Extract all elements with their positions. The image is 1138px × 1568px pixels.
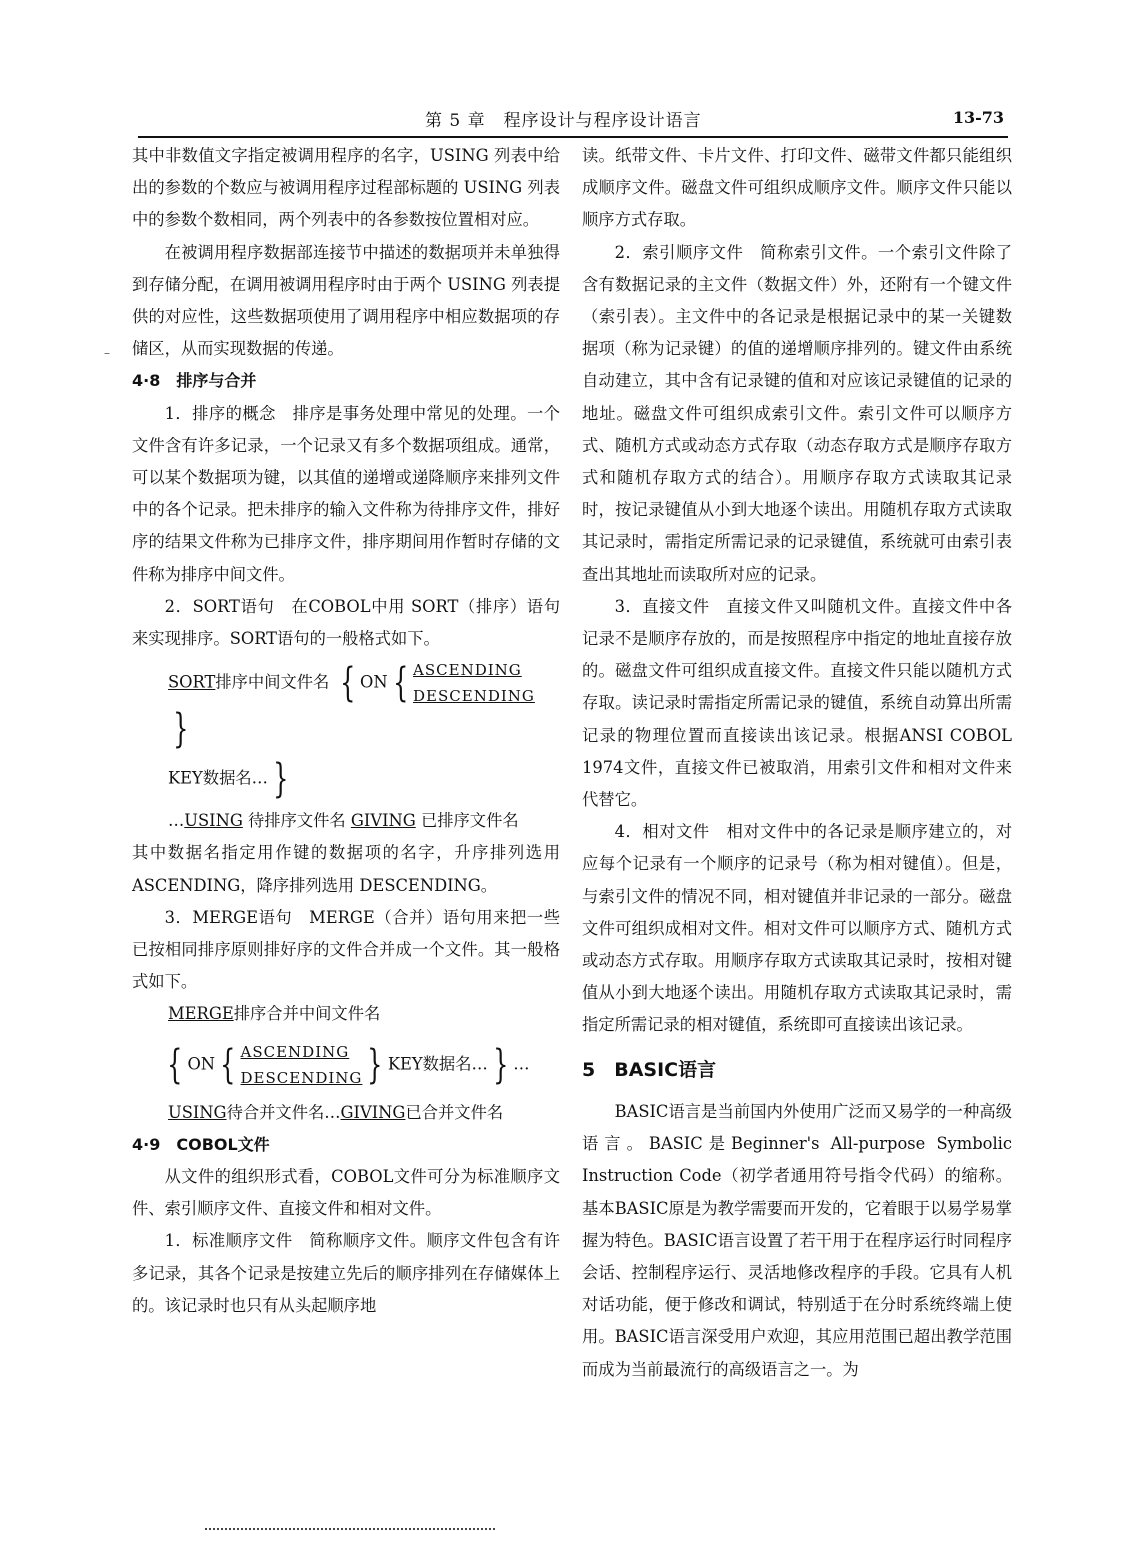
right-brace: } [273,756,289,803]
paragraph: BASIC语言是当前国内外使用广泛而又易学的一种高级语言。BASIC是Beginner's All-purpose Symbolic Instruction Code（初学者通用符号指令代码）的缩称。基本BASIC原是为教学需要而开发的，它着眼于以易学易掌握为特色。BASIC语言设置了若干用于在程序运行时同程序会话、控制程序运行、灵活地修改程序的手段。它具有人机对话功能，便于修改和调试，特别适于在分时系统终端上使用。BASIC语言深受用户欢迎，其应用范围已超出教学范围而成为当前最流行的高级语言之一。为 [582,1101,1012,1379]
right-brace: } [173,706,189,753]
on-keyword: ON [359,672,388,692]
input-file-name: 待合并文件名… [226,1102,341,1122]
paragraph: 在被调用程序数据部连接节中描述的数据项并未单独得到存储分配，在调用被调用程序时由于两个 USING 列表提供的对应性，这些数据项使用了调用程序中相应数据项的存储区，从而实现数据的传递。 [132,242,560,359]
sort-file-name: 排序中间文件名 [215,672,330,692]
left-brace: { [167,1041,183,1088]
right-brace: } [492,1041,509,1088]
margin-mark: – [104,346,110,360]
paragraph: 其中非数值文字指定被调用程序的名字，USING 列表中给出的参数的个数应与被调用程序过程部标题的 USING 列表中的参数个数相同，两个列表中的各参数按位置相对应。 [132,146,560,230]
right-column [582,140,1012,1386]
merge-keyword: MERGE [168,1004,234,1024]
merge-syntax [132,998,560,1030]
left-brace: { [220,1041,236,1088]
sort-keyword: SORT [168,672,216,692]
order-options [413,657,535,709]
output-file-name: 已排序文件名 [415,811,519,831]
chapter-title: 第 5 章 程序设计与程序设计语言 [425,111,702,131]
using-keyword: USING [168,1102,227,1122]
page-header [138,102,1008,138]
merge-on-line [132,1039,560,1091]
left-column [132,140,560,1322]
left-brace: { [339,660,355,707]
paragraph: 4．相对文件 相对文件中的各记录是顺序建立的，对应每个记录有一个顺序的记录号（称为相对键值）。但是，与索引文件的情况不同，相对键值并非记录的一部分。磁盘文件可组织成相对文件。相对文件可以顺序方式、随机方式或动态方式存取。用顺序存取方式读取其记录时，按相对键值从小到大地逐个读出。用随机存取方式读取其记录时，需指定所需记录的相对键值，系统即可直接读出该记录。 [582,822,1012,1035]
paragraph: 3．MERGE语句 MERGE（合并）语句用来把一些已按相同排序原则排好序的文件合并成一个文件。其一般格式如下。 [132,907,560,992]
paragraph: 1．标准顺序文件 简称顺序文件。顺序文件包含有许多记录，其各个记录是按建立先后的顺序排列在存储媒体上的。该记录时也只有从头起顺序地 [132,1231,560,1315]
footer-dotted-rule [205,1528,495,1530]
paragraph: 2．索引顺序文件 简称索引文件。一个索引文件除了含有数据记录的主文件（数据文件）外，还附有一个键文件（索引表）。主文件中的各记录是根据记录中的某一关键数据项（称为记录键）的值的递增顺序排列的。键文件由系统自动建立，其中含有记录键的值和对应该记录键值的记录的地址。磁盘文件可组织成索引文件。索引文件可以顺序方式、随机方式或动态方式存取（动态存取方式是顺序存取方式和随机存取方式的结合）。用顺序存取方式读取其记录时，按记录键值从小到大地逐个读出。用随机存取方式读取其记录时，需指定所需记录的记录键值，系统就可由索引表查出其地址而读取所对应的记录。 [582,242,1012,584]
order-options [241,1039,363,1091]
sort-key-line [132,756,560,803]
left-brace: { [392,660,408,707]
paragraph: 其中数据名指定用作键的数据项的名字，升序排列选用 ASCENDING，降序排列选用 DESCENDING。 [132,843,560,895]
output-file-name: 已合并文件名 [405,1102,504,1122]
key-clause: KEY数据名… [168,768,268,788]
paragraph: 2．SORT语句 在COBOL中用 SORT（排序）语句来实现排序。SORT语句的一般格式如下。 [132,596,560,649]
on-keyword: ON [187,1054,216,1074]
key-clause: KEY数据名… [387,1054,488,1074]
merge-using-line [132,1097,560,1129]
giving-keyword: GIVING [350,811,416,831]
descending-keyword: DESCENDING [413,687,535,706]
descending-keyword: DESCENDING [240,1068,363,1087]
ellipsis: … [513,1054,530,1074]
paragraph: 读。纸带文件、卡片文件、打印文件、磁带文件都只能组织成顺序文件。磁盘文件可组织成顺序文件。顺序文件只能以顺序方式存取。 [582,146,1012,230]
right-brace: } [367,1041,383,1088]
using-keyword: USING [184,811,243,831]
paragraph: 3．直接文件 直接文件又叫随机文件。直接文件中各记录不是顺序存放的，而是按照程序中指定的地址直接存放的。磁盘文件可组织成直接文件。直接文件只能以随机方式存取。读记录时需指定所需记录的键值，系统自动算出所需记录的物理位置而直接读出该记录。根据ANSI COBOL 1974文件，直接文件已被取消，用索引文件和相对文件来代替它。 [582,596,1012,810]
paragraph: 从文件的组织形式看，COBOL文件可分为标准顺序文件、索引顺序文件、直接文件和相对文件。 [132,1167,560,1219]
section-heading-4-9: 4·9 COBOL文件 [132,1134,270,1154]
ellipsis: … [168,811,185,831]
ascending-keyword: ASCENDING [413,661,522,680]
ascending-keyword: ASCENDING [240,1042,350,1061]
sort-using-line [132,805,560,837]
section-heading-4-8: 4·8 排序与合并 [132,371,257,391]
paragraph: 1．排序的概念 排序是事务处理中常见的处理。一个文件含有许多记录，一个记录又有多个数据项组成。通常，可以某个数据项为键，以其值的递增或递降顺序来排列文件中的各个记录。把未排序的输入文件称为待排序文件，排好序的结果文件称为已排序文件，排序期间用作暂时存储的文件称为排序中间文件。 [132,403,560,584]
sort-syntax [132,657,560,753]
giving-keyword: GIVING [340,1102,406,1122]
merge-file-name: 排序合并中间文件名 [233,1004,381,1024]
input-file-name: 待排序文件名 [242,811,351,831]
section-heading-5: 5 BASIC语言 [582,1058,717,1081]
page-number: 13-73 [952,108,1004,127]
